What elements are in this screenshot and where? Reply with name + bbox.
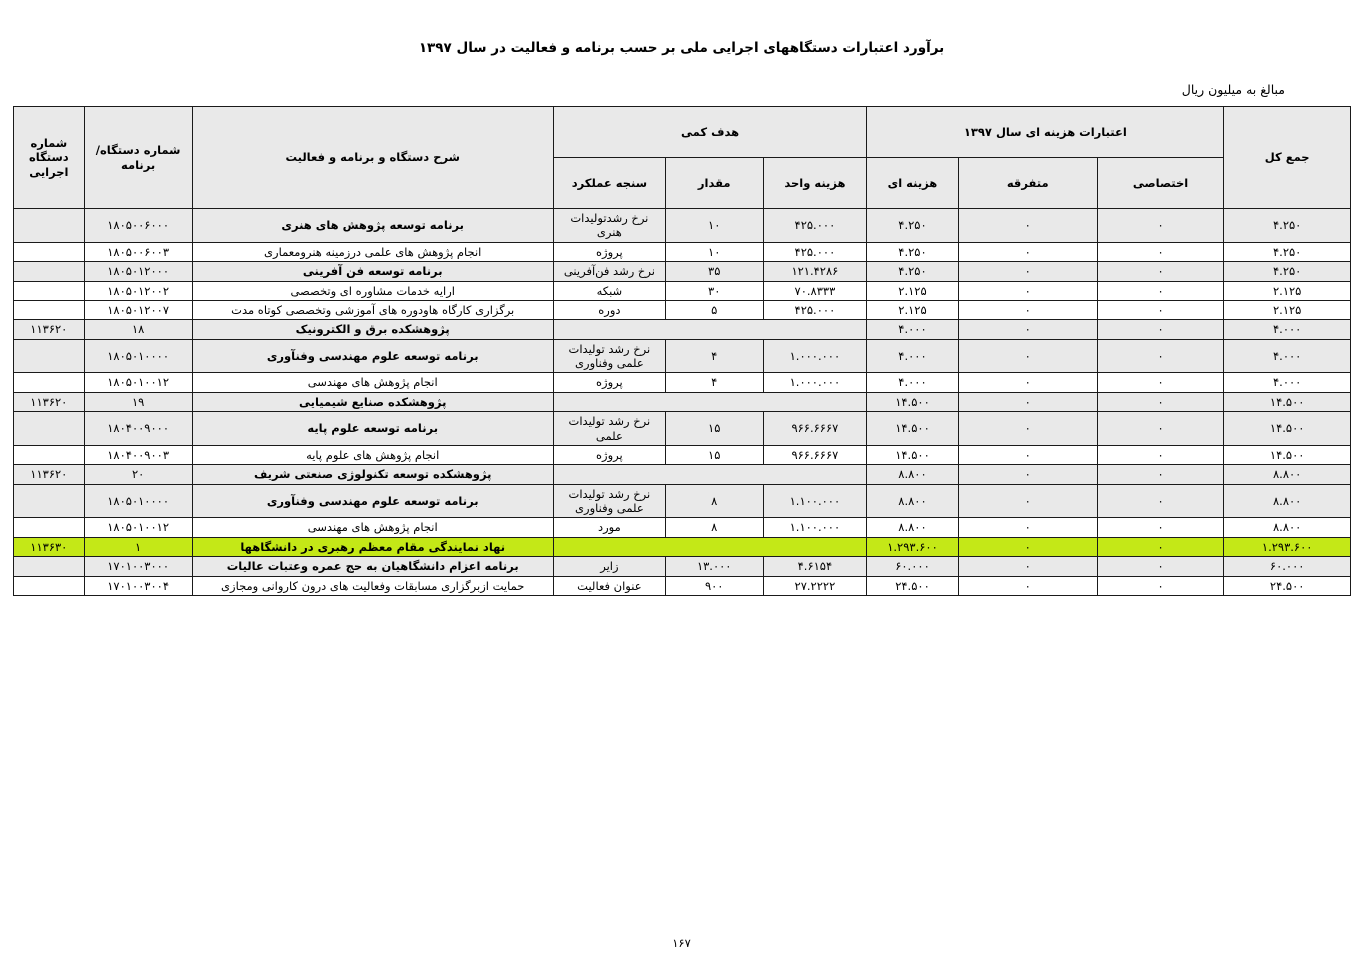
header-unit-cost: هزینه واحد <box>763 158 867 209</box>
cell-description: برنامه توسعه پژوهش های هنری <box>192 209 553 243</box>
table-row <box>14 557 1351 576</box>
table-row <box>14 484 1351 518</box>
cell-description: برنامه توسعه فن آفرینی <box>192 262 553 281</box>
page-title: برآورد اعتبارات دستگاههای اجرایی ملی بر حسب برنامه و فعالیت در سال ۱۳۹۷ <box>418 40 945 56</box>
cell-executive-device-number: ۱۱۳۶۲۰ <box>14 392 85 411</box>
cell-total: ۸.۸۰۰ <box>1224 484 1351 518</box>
cell-miscellaneous: ۰ <box>958 518 1097 537</box>
cell-executive-device-number <box>14 373 85 392</box>
table-row <box>14 445 1351 464</box>
cell-device-program-number: ۱۸۰۵۰۰۶۰۰۰ <box>84 209 192 243</box>
cell-description: حمایت ازبرگزاری مسابقات وفعالیت های درون کاروانی ومجازی <box>192 576 553 595</box>
cell-dedicated: ۰ <box>1097 484 1224 518</box>
cell-miscellaneous: ۰ <box>958 320 1097 339</box>
cell-amount: ۴ <box>665 373 763 392</box>
units-note: مبالغ به میلیون ریال <box>1181 82 1285 97</box>
cell-dedicated: ۰ <box>1097 576 1224 595</box>
cell-dedicated: ۰ <box>1097 281 1224 300</box>
cell-total: ۸.۸۰۰ <box>1224 518 1351 537</box>
cell-miscellaneous: ۰ <box>958 484 1097 518</box>
table-row <box>14 576 1351 595</box>
cell-miscellaneous: ۰ <box>958 465 1097 484</box>
cell-dedicated: ۰ <box>1097 339 1224 373</box>
table-body <box>14 209 1351 596</box>
cell-amount: ۴ <box>665 339 763 373</box>
cell-amount: ۱۳.۰۰۰ <box>665 557 763 576</box>
cell-performance-index: مورد <box>553 518 665 537</box>
cell-current: ۸.۸۰۰ <box>867 518 958 537</box>
cell-total: ۱۴.۵۰۰ <box>1224 445 1351 464</box>
cell-current: ۲.۱۲۵ <box>867 300 958 319</box>
cell-unit-cost: ۷۰.۸۳۳۳ <box>763 281 867 300</box>
cell-executive-device-number <box>14 281 85 300</box>
cell-unit-cost: ۴۲۵.۰۰۰ <box>763 300 867 319</box>
cell-performance-index: نرخ رشد تولیدات علمی <box>553 412 665 446</box>
table-row <box>14 392 1351 411</box>
cell-miscellaneous: ۰ <box>958 392 1097 411</box>
cell-amount: ۱۰ <box>665 242 763 261</box>
cell-description: پژوهشکده توسعه تکنولوژی صنعتی شریف <box>192 465 553 484</box>
cell-unit-cost: ۴.۶۱۵۴ <box>763 557 867 576</box>
cell-description: انجام پژوهش های علوم پایه <box>192 445 553 464</box>
cell-device-program-number: ۱۸۰۴۰۰۹۰۰۰ <box>84 412 192 446</box>
cell-miscellaneous: ۰ <box>958 300 1097 319</box>
cell-device-program-number: ۱۸۰۵۰۱۰۰۰۰ <box>84 339 192 373</box>
cell-amount: ۹۰۰ <box>665 576 763 595</box>
header-group-current-credits: اعتبارات هزینه ای سال ۱۳۹۷ <box>867 107 1224 158</box>
cell-total: ۱.۲۹۳.۶۰۰ <box>1224 537 1351 556</box>
cell-device-program-number: ۱۷۰۱۰۰۳۰۰۴ <box>84 576 192 595</box>
header-amount: مقدار <box>665 158 763 209</box>
table-row <box>14 300 1351 319</box>
table-row <box>14 537 1351 556</box>
cell-dedicated: ۰ <box>1097 320 1224 339</box>
cell-dedicated: ۰ <box>1097 392 1224 411</box>
cell-description: انجام پژوهش های مهندسی <box>192 518 553 537</box>
cell-device-program-number: ۱۸۰۵۰۱۰۰۱۲ <box>84 373 192 392</box>
table-row <box>14 320 1351 339</box>
cell-description: برگزاری کارگاه هاودوره های آموزشی وتخصصی کوتاه مدت <box>192 300 553 319</box>
cell-miscellaneous: ۰ <box>958 373 1097 392</box>
cell-device-program-number: ۱۹ <box>84 392 192 411</box>
header-total: جمع کل <box>1224 107 1351 209</box>
header-current: هزینه ای <box>867 158 958 209</box>
cell-miscellaneous: ۰ <box>958 281 1097 300</box>
cell-performance-index: نرخ رشد تولیدات علمی وفناوری <box>553 339 665 373</box>
cell-device-program-number: ۱۸ <box>84 320 192 339</box>
header-executive-device-number: شماره دستگاه اجرایی <box>14 107 85 209</box>
cell-performance-index: نرخ رشد فن‌آفرینی <box>553 262 665 281</box>
cell-amount: ۱۵ <box>665 412 763 446</box>
cell-unit-cost: ۹۶۶.۶۶۶۷ <box>763 445 867 464</box>
cell-dedicated: ۰ <box>1097 518 1224 537</box>
table-row <box>14 281 1351 300</box>
cell-device-program-number: ۱۸۰۵۰۱۰۰۰۰ <box>84 484 192 518</box>
cell-performance-index: عنوان فعالیت <box>553 576 665 595</box>
cell-executive-device-number <box>14 557 85 576</box>
cell-dedicated: ۰ <box>1097 242 1224 261</box>
cell-dedicated: ۰ <box>1097 445 1224 464</box>
cell-total: ۲۴.۵۰۰ <box>1224 576 1351 595</box>
header-performance-index: سنجه عملکرد <box>553 158 665 209</box>
table-header <box>14 107 1351 209</box>
cell-unit-cost: ۹۶۶.۶۶۶۷ <box>763 412 867 446</box>
cell-current: ۴.۰۰۰ <box>867 339 958 373</box>
cell-total: ۴.۰۰۰ <box>1224 373 1351 392</box>
cell-miscellaneous: ۰ <box>958 242 1097 261</box>
cell-current: ۴.۲۵۰ <box>867 209 958 243</box>
cell-current: ۲۴.۵۰۰ <box>867 576 958 595</box>
cell-amount: ۸ <box>665 484 763 518</box>
cell-quantitative-goal-empty <box>553 537 866 556</box>
cell-performance-index: زایر <box>553 557 665 576</box>
cell-executive-device-number <box>14 339 85 373</box>
cell-total: ۲.۱۲۵ <box>1224 281 1351 300</box>
cell-executive-device-number <box>14 262 85 281</box>
cell-description: برنامه توسعه علوم پایه <box>192 412 553 446</box>
cell-current: ۱۴.۵۰۰ <box>867 445 958 464</box>
cell-miscellaneous: ۰ <box>958 537 1097 556</box>
cell-miscellaneous: ۰ <box>958 262 1097 281</box>
cell-description: پژوهشکده برق و الکترونیک <box>192 320 553 339</box>
cell-quantitative-goal-empty <box>553 465 866 484</box>
cell-unit-cost: ۲۷.۲۲۲۲ <box>763 576 867 595</box>
cell-unit-cost: ۱.۰۰۰.۰۰۰ <box>763 373 867 392</box>
header-description: شرح دستگاه و برنامه و فعالیت <box>192 107 553 209</box>
cell-total: ۱۴.۵۰۰ <box>1224 392 1351 411</box>
cell-unit-cost: ۱.۰۰۰.۰۰۰ <box>763 339 867 373</box>
cell-device-program-number: ۱۸۰۴۰۰۹۰۰۳ <box>84 445 192 464</box>
cell-miscellaneous: ۰ <box>958 576 1097 595</box>
cell-executive-device-number <box>14 209 85 243</box>
cell-total: ۴.۲۵۰ <box>1224 209 1351 243</box>
table-row <box>14 373 1351 392</box>
cell-total: ۲.۱۲۵ <box>1224 300 1351 319</box>
header-dedicated: اختصاصی <box>1097 158 1224 209</box>
cell-current: ۶۰.۰۰۰ <box>867 557 958 576</box>
cell-current: ۸.۸۰۰ <box>867 484 958 518</box>
cell-dedicated: ۰ <box>1097 557 1224 576</box>
cell-performance-index: پروژه <box>553 445 665 464</box>
cell-current: ۱۴.۵۰۰ <box>867 412 958 446</box>
cell-unit-cost: ۱۲۱.۴۲۸۶ <box>763 262 867 281</box>
budget-table <box>13 106 1351 596</box>
cell-performance-index: شبکه <box>553 281 665 300</box>
cell-dedicated: ۰ <box>1097 412 1224 446</box>
cell-dedicated: ۰ <box>1097 537 1224 556</box>
cell-total: ۶۰.۰۰۰ <box>1224 557 1351 576</box>
cell-description: برنامه توسعه علوم مهندسی وفنآوری <box>192 484 553 518</box>
cell-dedicated: ۰ <box>1097 262 1224 281</box>
cell-device-program-number: ۱۸۰۵۰۱۲۰۰۰ <box>84 262 192 281</box>
cell-description: برنامه اعزام دانشگاهیان به حج عمره وعتبات عالیات <box>192 557 553 576</box>
cell-description: نهاد نمایندگی مقام معظم رهبری در دانشگاهها <box>192 537 553 556</box>
cell-executive-device-number <box>14 484 85 518</box>
table-row <box>14 242 1351 261</box>
cell-amount: ۱۵ <box>665 445 763 464</box>
cell-total: ۴.۲۵۰ <box>1224 262 1351 281</box>
cell-current: ۲.۱۲۵ <box>867 281 958 300</box>
cell-quantitative-goal-empty <box>553 320 866 339</box>
cell-total: ۴.۲۵۰ <box>1224 242 1351 261</box>
cell-executive-device-number: ۱۱۳۶۲۰ <box>14 320 85 339</box>
cell-total: ۸.۸۰۰ <box>1224 465 1351 484</box>
cell-device-program-number: ۱۸۰۵۰۱۲۰۰۲ <box>84 281 192 300</box>
header-group-quantitative-goal: هدف کمی <box>553 107 866 158</box>
cell-miscellaneous: ۰ <box>958 445 1097 464</box>
cell-current: ۴.۲۵۰ <box>867 242 958 261</box>
cell-current: ۴.۰۰۰ <box>867 320 958 339</box>
cell-description: ارایه خدمات مشاوره ای وتخصصی <box>192 281 553 300</box>
cell-dedicated: ۰ <box>1097 300 1224 319</box>
cell-performance-index: نرخ رشد تولیدات علمی وفناوری <box>553 484 665 518</box>
cell-quantitative-goal-empty <box>553 392 866 411</box>
cell-amount: ۸ <box>665 518 763 537</box>
cell-description: انجام پژوهش های مهندسی <box>192 373 553 392</box>
cell-amount: ۱۰ <box>665 209 763 243</box>
cell-device-program-number: ۱۸۰۵۰۱۰۰۱۲ <box>84 518 192 537</box>
table-row <box>14 209 1351 243</box>
header-miscellaneous: متفرقه <box>958 158 1097 209</box>
cell-total: ۴.۰۰۰ <box>1224 339 1351 373</box>
cell-unit-cost: ۱.۱۰۰.۰۰۰ <box>763 518 867 537</box>
cell-device-program-number: ۱ <box>84 537 192 556</box>
cell-total: ۱۴.۵۰۰ <box>1224 412 1351 446</box>
table-row <box>14 518 1351 537</box>
cell-total: ۴.۰۰۰ <box>1224 320 1351 339</box>
cell-executive-device-number <box>14 242 85 261</box>
cell-current: ۱.۲۹۳.۶۰۰ <box>867 537 958 556</box>
cell-amount: ۵ <box>665 300 763 319</box>
cell-performance-index: نرخ رشدتولیدات هنری <box>553 209 665 243</box>
cell-amount: ۳۰ <box>665 281 763 300</box>
cell-unit-cost: ۴۲۵.۰۰۰ <box>763 242 867 261</box>
cell-performance-index: دوره <box>553 300 665 319</box>
cell-dedicated: ۰ <box>1097 373 1224 392</box>
cell-current: ۴.۰۰۰ <box>867 373 958 392</box>
cell-unit-cost: ۴۲۵.۰۰۰ <box>763 209 867 243</box>
cell-executive-device-number: ۱۱۳۶۲۰ <box>14 465 85 484</box>
cell-device-program-number: ۱۸۰۵۰۱۲۰۰۷ <box>84 300 192 319</box>
table-row <box>14 412 1351 446</box>
page-number: ۱۶۷ <box>672 936 691 950</box>
cell-description: انجام پژوهش های علمی درزمینه هنرومعماری <box>192 242 553 261</box>
cell-current: ۱۴.۵۰۰ <box>867 392 958 411</box>
cell-device-program-number: ۱۸۰۵۰۰۶۰۰۳ <box>84 242 192 261</box>
cell-dedicated: ۰ <box>1097 465 1224 484</box>
cell-current: ۸.۸۰۰ <box>867 465 958 484</box>
header-row-groups <box>14 107 1351 158</box>
header-device-program-number: شماره دستگاه/ برنامه <box>84 107 192 209</box>
cell-device-program-number: ۲۰ <box>84 465 192 484</box>
cell-executive-device-number <box>14 445 85 464</box>
cell-description: برنامه توسعه علوم مهندسی وفنآوری <box>192 339 553 373</box>
cell-device-program-number: ۱۷۰۱۰۰۳۰۰۰ <box>84 557 192 576</box>
cell-dedicated: ۰ <box>1097 209 1224 243</box>
cell-miscellaneous: ۰ <box>958 412 1097 446</box>
table-row <box>14 465 1351 484</box>
table-row <box>14 339 1351 373</box>
cell-miscellaneous: ۰ <box>958 557 1097 576</box>
cell-miscellaneous: ۰ <box>958 209 1097 243</box>
cell-executive-device-number <box>14 518 85 537</box>
cell-amount: ۳۵ <box>665 262 763 281</box>
cell-unit-cost: ۱.۱۰۰.۰۰۰ <box>763 484 867 518</box>
cell-performance-index: پروژه <box>553 242 665 261</box>
table-row <box>14 262 1351 281</box>
cell-performance-index: پروژه <box>553 373 665 392</box>
cell-executive-device-number <box>14 412 85 446</box>
cell-executive-device-number <box>14 300 85 319</box>
cell-miscellaneous: ۰ <box>958 339 1097 373</box>
cell-description: پژوهشکده صنایع شیمیایی <box>192 392 553 411</box>
cell-current: ۴.۲۵۰ <box>867 262 958 281</box>
cell-executive-device-number: ۱۱۳۶۳۰ <box>14 537 85 556</box>
cell-executive-device-number <box>14 576 85 595</box>
